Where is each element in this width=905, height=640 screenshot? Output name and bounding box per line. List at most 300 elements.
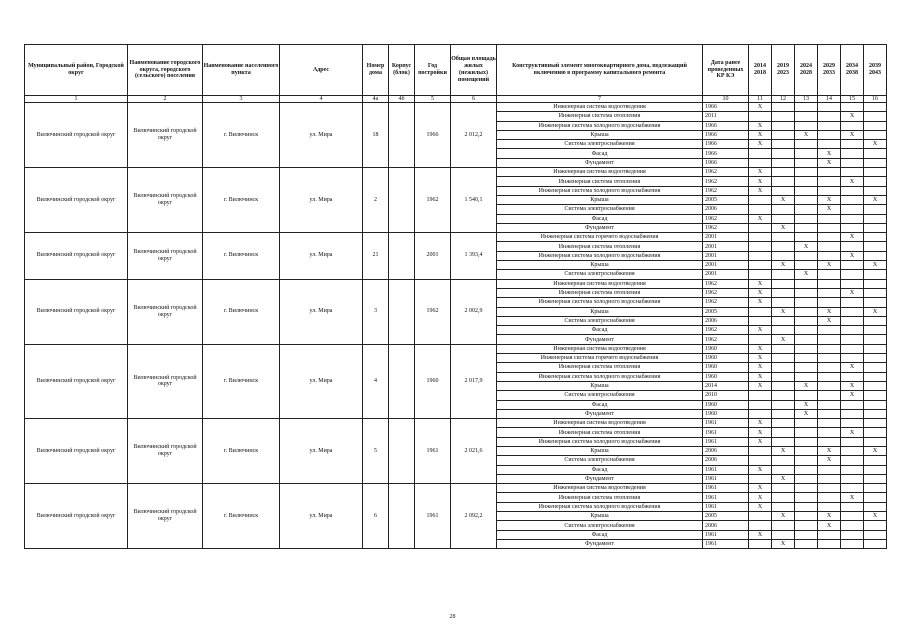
- element-cell: Фундамент: [497, 158, 703, 167]
- period-mark-cell: [749, 512, 772, 521]
- period-mark-cell: [795, 298, 818, 307]
- period-mark-cell: [749, 400, 772, 409]
- settlement-cell: Вилючинский городской округ: [128, 168, 203, 233]
- period-mark-cell: [795, 177, 818, 186]
- period-mark-cell: [841, 205, 864, 214]
- period-mark-cell: [795, 307, 818, 316]
- prior-date-cell: 1966: [703, 158, 749, 167]
- street-cell: ул. Мира: [280, 103, 363, 168]
- period-mark-cell: [749, 446, 772, 455]
- period-mark-cell: [795, 391, 818, 400]
- period-mark-cell: X: [749, 363, 772, 372]
- prior-date-cell: 1966: [703, 121, 749, 130]
- prior-date-cell: 1962: [703, 279, 749, 288]
- prior-date-cell: 1966: [703, 103, 749, 112]
- building-cell: [389, 168, 415, 233]
- period-mark-cell: [772, 298, 795, 307]
- period-mark-cell: X: [795, 242, 818, 251]
- element-cell: Инженерная система отопления: [497, 242, 703, 251]
- period-mark-cell: X: [795, 409, 818, 418]
- prior-date-cell: 2010: [703, 391, 749, 400]
- period-mark-cell: [818, 298, 841, 307]
- element-cell: Инженерная система водоотведения: [497, 484, 703, 493]
- period-mark-cell: [749, 307, 772, 316]
- prior-date-cell: 1960: [703, 344, 749, 353]
- period-mark-cell: X: [749, 121, 772, 130]
- period-mark-cell: [795, 372, 818, 381]
- column-number: 4б: [389, 96, 415, 103]
- prior-date-cell: 2014: [703, 381, 749, 390]
- period-mark-cell: X: [772, 446, 795, 455]
- period-mark-cell: [841, 307, 864, 316]
- period-mark-cell: [841, 502, 864, 511]
- period-mark-cell: X: [841, 112, 864, 121]
- period-mark-cell: [841, 121, 864, 130]
- street-cell: ул. Мира: [280, 484, 363, 549]
- period-mark-cell: [841, 158, 864, 167]
- period-mark-cell: [772, 186, 795, 195]
- municipality-cell: Вилючинский городской округ: [25, 103, 128, 168]
- column-number: 11: [749, 96, 772, 103]
- building-cell: [389, 344, 415, 418]
- building-cell: [389, 279, 415, 344]
- period-mark-cell: X: [841, 251, 864, 260]
- element-cell: Фундамент: [497, 223, 703, 232]
- period-mark-cell: [864, 344, 887, 353]
- element-cell: Система электроснабжения: [497, 316, 703, 325]
- period-mark-cell: [841, 484, 864, 493]
- period-mark-cell: [864, 326, 887, 335]
- prior-date-cell: 2006: [703, 446, 749, 455]
- period-mark-cell: [841, 168, 864, 177]
- period-mark-cell: X: [749, 168, 772, 177]
- period-mark-cell: [795, 465, 818, 474]
- period-mark-cell: [864, 112, 887, 121]
- municipality-cell: Вилючинский городской округ: [25, 419, 128, 484]
- period-mark-cell: X: [772, 335, 795, 344]
- period-mark-cell: [749, 270, 772, 279]
- period-mark-cell: [795, 539, 818, 548]
- period-mark-cell: [864, 279, 887, 288]
- header-settlement: Наименование городского округа, городского (сельского) поселения: [128, 45, 203, 96]
- period-mark-cell: X: [772, 307, 795, 316]
- building-cell: [389, 484, 415, 549]
- period-mark-cell: [795, 446, 818, 455]
- document-page: [24, 44, 887, 549]
- period-mark-cell: [818, 326, 841, 335]
- settlement-cell: Вилючинский городской округ: [128, 344, 203, 418]
- year-built-cell: 1961: [415, 419, 451, 484]
- period-mark-cell: [749, 251, 772, 260]
- period-mark-cell: [864, 103, 887, 112]
- period-mark-cell: [864, 456, 887, 465]
- prior-date-cell: 1961: [703, 493, 749, 502]
- period-mark-cell: [772, 279, 795, 288]
- period-mark-cell: [864, 335, 887, 344]
- period-mark-cell: [818, 279, 841, 288]
- period-mark-cell: [818, 539, 841, 548]
- element-cell: Крыша: [497, 381, 703, 390]
- period-mark-cell: [841, 103, 864, 112]
- prior-date-cell: 1961: [703, 502, 749, 511]
- settlement-cell: Вилючинский городской округ: [128, 233, 203, 279]
- area-cell: 2 002,9: [451, 279, 497, 344]
- period-mark-cell: [795, 279, 818, 288]
- period-mark-cell: X: [749, 381, 772, 390]
- period-mark-cell: [841, 326, 864, 335]
- column-number: 12: [772, 96, 795, 103]
- element-cell: Система электроснабжения: [497, 391, 703, 400]
- period-mark-cell: [795, 437, 818, 446]
- period-mark-cell: [841, 195, 864, 204]
- period-mark-cell: [749, 158, 772, 167]
- header-municipality: Муниципальный район, Городской округ: [25, 45, 128, 96]
- period-mark-cell: [864, 381, 887, 390]
- locality-cell: г. Вилючинск: [203, 233, 280, 279]
- element-cell: Фундамент: [497, 409, 703, 418]
- prior-date-cell: 1961: [703, 465, 749, 474]
- period-mark-cell: [818, 409, 841, 418]
- prior-date-cell: 2001: [703, 251, 749, 260]
- period-mark-cell: [864, 354, 887, 363]
- period-mark-cell: [818, 177, 841, 186]
- period-mark-cell: [772, 428, 795, 437]
- period-mark-cell: X: [864, 446, 887, 455]
- municipality-cell: Вилючинский городской округ: [25, 168, 128, 233]
- period-mark-cell: [818, 391, 841, 400]
- municipality-cell: Вилючинский городской округ: [25, 344, 128, 418]
- period-mark-cell: [841, 400, 864, 409]
- period-mark-cell: [864, 298, 887, 307]
- period-mark-cell: [864, 521, 887, 530]
- table-row: [25, 279, 887, 288]
- period-mark-cell: [772, 316, 795, 325]
- municipality-cell: Вилючинский городской округ: [25, 484, 128, 549]
- period-mark-cell: [772, 493, 795, 502]
- period-mark-cell: [864, 214, 887, 223]
- header-locality: Наименование населенного пункта: [203, 45, 280, 96]
- prior-date-cell: 2006: [703, 316, 749, 325]
- settlement-cell: Вилючинский городской округ: [128, 279, 203, 344]
- municipality-cell: Вилючинский городской округ: [25, 279, 128, 344]
- period-mark-cell: X: [818, 446, 841, 455]
- element-cell: Инженерная система холодного водоснабжения: [497, 251, 703, 260]
- period-mark-cell: [749, 195, 772, 204]
- period-mark-cell: [841, 465, 864, 474]
- page-number: 28: [449, 614, 456, 620]
- street-cell: ул. Мира: [280, 233, 363, 279]
- period-mark-cell: X: [749, 428, 772, 437]
- period-mark-cell: [841, 298, 864, 307]
- prior-date-cell: 1960: [703, 409, 749, 418]
- period-mark-cell: [818, 400, 841, 409]
- house-number-cell: 18: [363, 103, 389, 168]
- period-mark-cell: [795, 195, 818, 204]
- year-built-cell: 1966: [415, 103, 451, 168]
- year-built-cell: 2001: [415, 233, 451, 279]
- prior-date-cell: 2001: [703, 233, 749, 242]
- prior-date-cell: 2006: [703, 456, 749, 465]
- period-mark-cell: [841, 512, 864, 521]
- period-mark-cell: [864, 363, 887, 372]
- settlement-cell: Вилючинский городской округ: [128, 419, 203, 484]
- period-mark-cell: [818, 344, 841, 353]
- period-mark-cell: [841, 530, 864, 539]
- header-period: 2029 2033: [818, 45, 841, 96]
- period-mark-cell: [818, 140, 841, 149]
- year-built-cell: 1961: [415, 484, 451, 549]
- period-mark-cell: X: [841, 288, 864, 297]
- period-mark-cell: X: [841, 177, 864, 186]
- period-mark-cell: [864, 149, 887, 158]
- period-mark-cell: [795, 419, 818, 428]
- period-mark-cell: [795, 261, 818, 270]
- period-mark-cell: [864, 484, 887, 493]
- element-cell: Фасад: [497, 214, 703, 223]
- header-house-no: Номер дома: [363, 45, 389, 96]
- period-mark-cell: [864, 372, 887, 381]
- period-mark-cell: X: [841, 391, 864, 400]
- street-cell: ул. Мира: [280, 419, 363, 484]
- period-mark-cell: X: [749, 140, 772, 149]
- column-number: 14: [818, 96, 841, 103]
- period-mark-cell: X: [772, 539, 795, 548]
- column-number: 5: [415, 96, 451, 103]
- period-mark-cell: [795, 521, 818, 530]
- column-number: 16: [864, 96, 887, 103]
- period-mark-cell: [749, 223, 772, 232]
- period-mark-cell: [818, 419, 841, 428]
- header-period: 2014 2018: [749, 45, 772, 96]
- element-cell: Инженерная система холодного водоснабжения: [497, 186, 703, 195]
- period-mark-cell: [795, 140, 818, 149]
- period-mark-cell: [841, 437, 864, 446]
- period-mark-cell: [772, 391, 795, 400]
- period-mark-cell: [864, 270, 887, 279]
- period-mark-cell: [841, 521, 864, 530]
- period-mark-cell: [772, 372, 795, 381]
- period-mark-cell: [864, 428, 887, 437]
- period-mark-cell: [841, 223, 864, 232]
- table-row: [25, 168, 887, 177]
- period-mark-cell: X: [818, 261, 841, 270]
- period-mark-cell: [864, 242, 887, 251]
- municipality-cell: Вилючинский городской округ: [25, 233, 128, 279]
- element-cell: Инженерная система отопления: [497, 428, 703, 437]
- prior-date-cell: 1962: [703, 177, 749, 186]
- element-cell: Фундамент: [497, 335, 703, 344]
- locality-cell: г. Вилючинск: [203, 168, 280, 233]
- period-mark-cell: [841, 354, 864, 363]
- period-mark-cell: [795, 121, 818, 130]
- period-mark-cell: [841, 186, 864, 195]
- element-cell: Инженерная система отопления: [497, 363, 703, 372]
- element-cell: Инженерная система горячего водоснабжения: [497, 233, 703, 242]
- period-mark-cell: [772, 288, 795, 297]
- period-mark-cell: [772, 103, 795, 112]
- period-mark-cell: X: [749, 419, 772, 428]
- period-mark-cell: X: [818, 158, 841, 167]
- prior-date-cell: 1966: [703, 149, 749, 158]
- period-mark-cell: [818, 428, 841, 437]
- period-mark-cell: [864, 205, 887, 214]
- period-mark-cell: [749, 261, 772, 270]
- period-mark-cell: [772, 354, 795, 363]
- period-mark-cell: [795, 363, 818, 372]
- element-cell: Фасад: [497, 326, 703, 335]
- element-cell: Инженерная система холодного водоснабжения: [497, 121, 703, 130]
- period-mark-cell: [772, 270, 795, 279]
- period-mark-cell: [841, 419, 864, 428]
- column-numbers-row: [25, 96, 887, 103]
- period-mark-cell: [749, 233, 772, 242]
- prior-date-cell: 1961: [703, 419, 749, 428]
- prior-date-cell: 1966: [703, 130, 749, 139]
- period-mark-cell: [772, 326, 795, 335]
- period-mark-cell: X: [749, 354, 772, 363]
- period-mark-cell: [818, 242, 841, 251]
- house-number-cell: 5: [363, 419, 389, 484]
- period-mark-cell: X: [841, 428, 864, 437]
- period-mark-cell: [818, 223, 841, 232]
- period-mark-cell: X: [749, 186, 772, 195]
- period-mark-cell: [818, 363, 841, 372]
- period-mark-cell: [864, 158, 887, 167]
- period-mark-cell: [772, 168, 795, 177]
- period-mark-cell: [818, 502, 841, 511]
- period-mark-cell: [818, 474, 841, 483]
- prior-date-cell: 1962: [703, 223, 749, 232]
- element-cell: Инженерная система водоотведения: [497, 168, 703, 177]
- period-mark-cell: [795, 288, 818, 297]
- period-mark-cell: [864, 530, 887, 539]
- column-number: 3: [203, 96, 280, 103]
- period-mark-cell: [749, 474, 772, 483]
- period-mark-cell: [864, 437, 887, 446]
- period-mark-cell: [841, 149, 864, 158]
- period-mark-cell: [841, 456, 864, 465]
- period-mark-cell: [749, 149, 772, 158]
- period-mark-cell: [864, 288, 887, 297]
- header-row: [25, 45, 887, 96]
- locality-cell: г. Вилючинск: [203, 484, 280, 549]
- period-mark-cell: X: [749, 493, 772, 502]
- table-row: [25, 419, 887, 428]
- header-period: 2039 2043: [864, 45, 887, 96]
- period-mark-cell: [841, 214, 864, 223]
- period-mark-cell: X: [841, 381, 864, 390]
- period-mark-cell: [818, 530, 841, 539]
- column-number: 15: [841, 96, 864, 103]
- element-cell: Инженерная система горячего водоснабжения: [497, 354, 703, 363]
- header-area: Общая площадь жилых (нежилых) помещений: [451, 45, 497, 96]
- period-mark-cell: X: [818, 195, 841, 204]
- street-cell: ул. Мира: [280, 344, 363, 418]
- period-mark-cell: [818, 335, 841, 344]
- prior-date-cell: 2005: [703, 512, 749, 521]
- prior-date-cell: 1961: [703, 484, 749, 493]
- period-mark-cell: X: [841, 363, 864, 372]
- period-mark-cell: [841, 409, 864, 418]
- period-mark-cell: [795, 502, 818, 511]
- header-period: 2034 2038: [841, 45, 864, 96]
- column-number: 1: [25, 96, 128, 103]
- element-cell: Инженерная система отопления: [497, 112, 703, 121]
- period-mark-cell: X: [749, 465, 772, 474]
- period-mark-cell: [818, 493, 841, 502]
- element-cell: Система электроснабжения: [497, 205, 703, 214]
- period-mark-cell: [818, 437, 841, 446]
- period-mark-cell: [818, 251, 841, 260]
- period-mark-cell: X: [749, 372, 772, 381]
- period-mark-cell: [864, 409, 887, 418]
- period-mark-cell: [795, 233, 818, 242]
- locality-cell: г. Вилючинск: [203, 103, 280, 168]
- prior-date-cell: 1961: [703, 539, 749, 548]
- period-mark-cell: [795, 484, 818, 493]
- area-cell: 1 393,4: [451, 233, 497, 279]
- prior-date-cell: 1961: [703, 428, 749, 437]
- element-cell: Инженерная система холодного водоснабжения: [497, 437, 703, 446]
- locality-cell: г. Вилючинск: [203, 344, 280, 418]
- building-cell: [389, 233, 415, 279]
- element-cell: Фасад: [497, 400, 703, 409]
- period-mark-cell: X: [749, 103, 772, 112]
- element-cell: Инженерная система отопления: [497, 177, 703, 186]
- period-mark-cell: [864, 223, 887, 232]
- period-mark-cell: X: [749, 288, 772, 297]
- element-cell: Система электроснабжения: [497, 456, 703, 465]
- period-mark-cell: [841, 474, 864, 483]
- prior-date-cell: 1960: [703, 372, 749, 381]
- period-mark-cell: [749, 539, 772, 548]
- column-number: 10: [703, 96, 749, 103]
- period-mark-cell: X: [749, 344, 772, 353]
- period-mark-cell: [864, 233, 887, 242]
- element-cell: Инженерная система водоотведения: [497, 103, 703, 112]
- element-cell: Инженерная система холодного водоснабжения: [497, 502, 703, 511]
- locality-cell: г. Вилючинск: [203, 419, 280, 484]
- period-mark-cell: [772, 121, 795, 130]
- period-mark-cell: [772, 130, 795, 139]
- period-mark-cell: [795, 205, 818, 214]
- year-built-cell: 1962: [415, 279, 451, 344]
- column-number: 4а: [363, 96, 389, 103]
- element-cell: Фундамент: [497, 474, 703, 483]
- period-mark-cell: [818, 381, 841, 390]
- period-mark-cell: [795, 335, 818, 344]
- period-mark-cell: [841, 316, 864, 325]
- period-mark-cell: X: [818, 205, 841, 214]
- table-body: [25, 96, 887, 549]
- period-mark-cell: [818, 186, 841, 195]
- period-mark-cell: [772, 409, 795, 418]
- period-mark-cell: [772, 363, 795, 372]
- period-mark-cell: [841, 279, 864, 288]
- period-mark-cell: [772, 177, 795, 186]
- header-year-built: Год постройки: [415, 45, 451, 96]
- header-element: Конструктивный элемент многоквартирного дома, подлежащий включению в программу капитального ремонта: [497, 45, 703, 96]
- period-mark-cell: [772, 521, 795, 530]
- period-mark-cell: [749, 242, 772, 251]
- prior-date-cell: 2001: [703, 261, 749, 270]
- element-cell: Инженерная система холодного водоснабжения: [497, 298, 703, 307]
- period-mark-cell: [795, 214, 818, 223]
- column-number: 4: [280, 96, 363, 103]
- prior-date-cell: 1962: [703, 298, 749, 307]
- settlement-cell: Вилючинский городской округ: [128, 484, 203, 549]
- period-mark-cell: X: [864, 307, 887, 316]
